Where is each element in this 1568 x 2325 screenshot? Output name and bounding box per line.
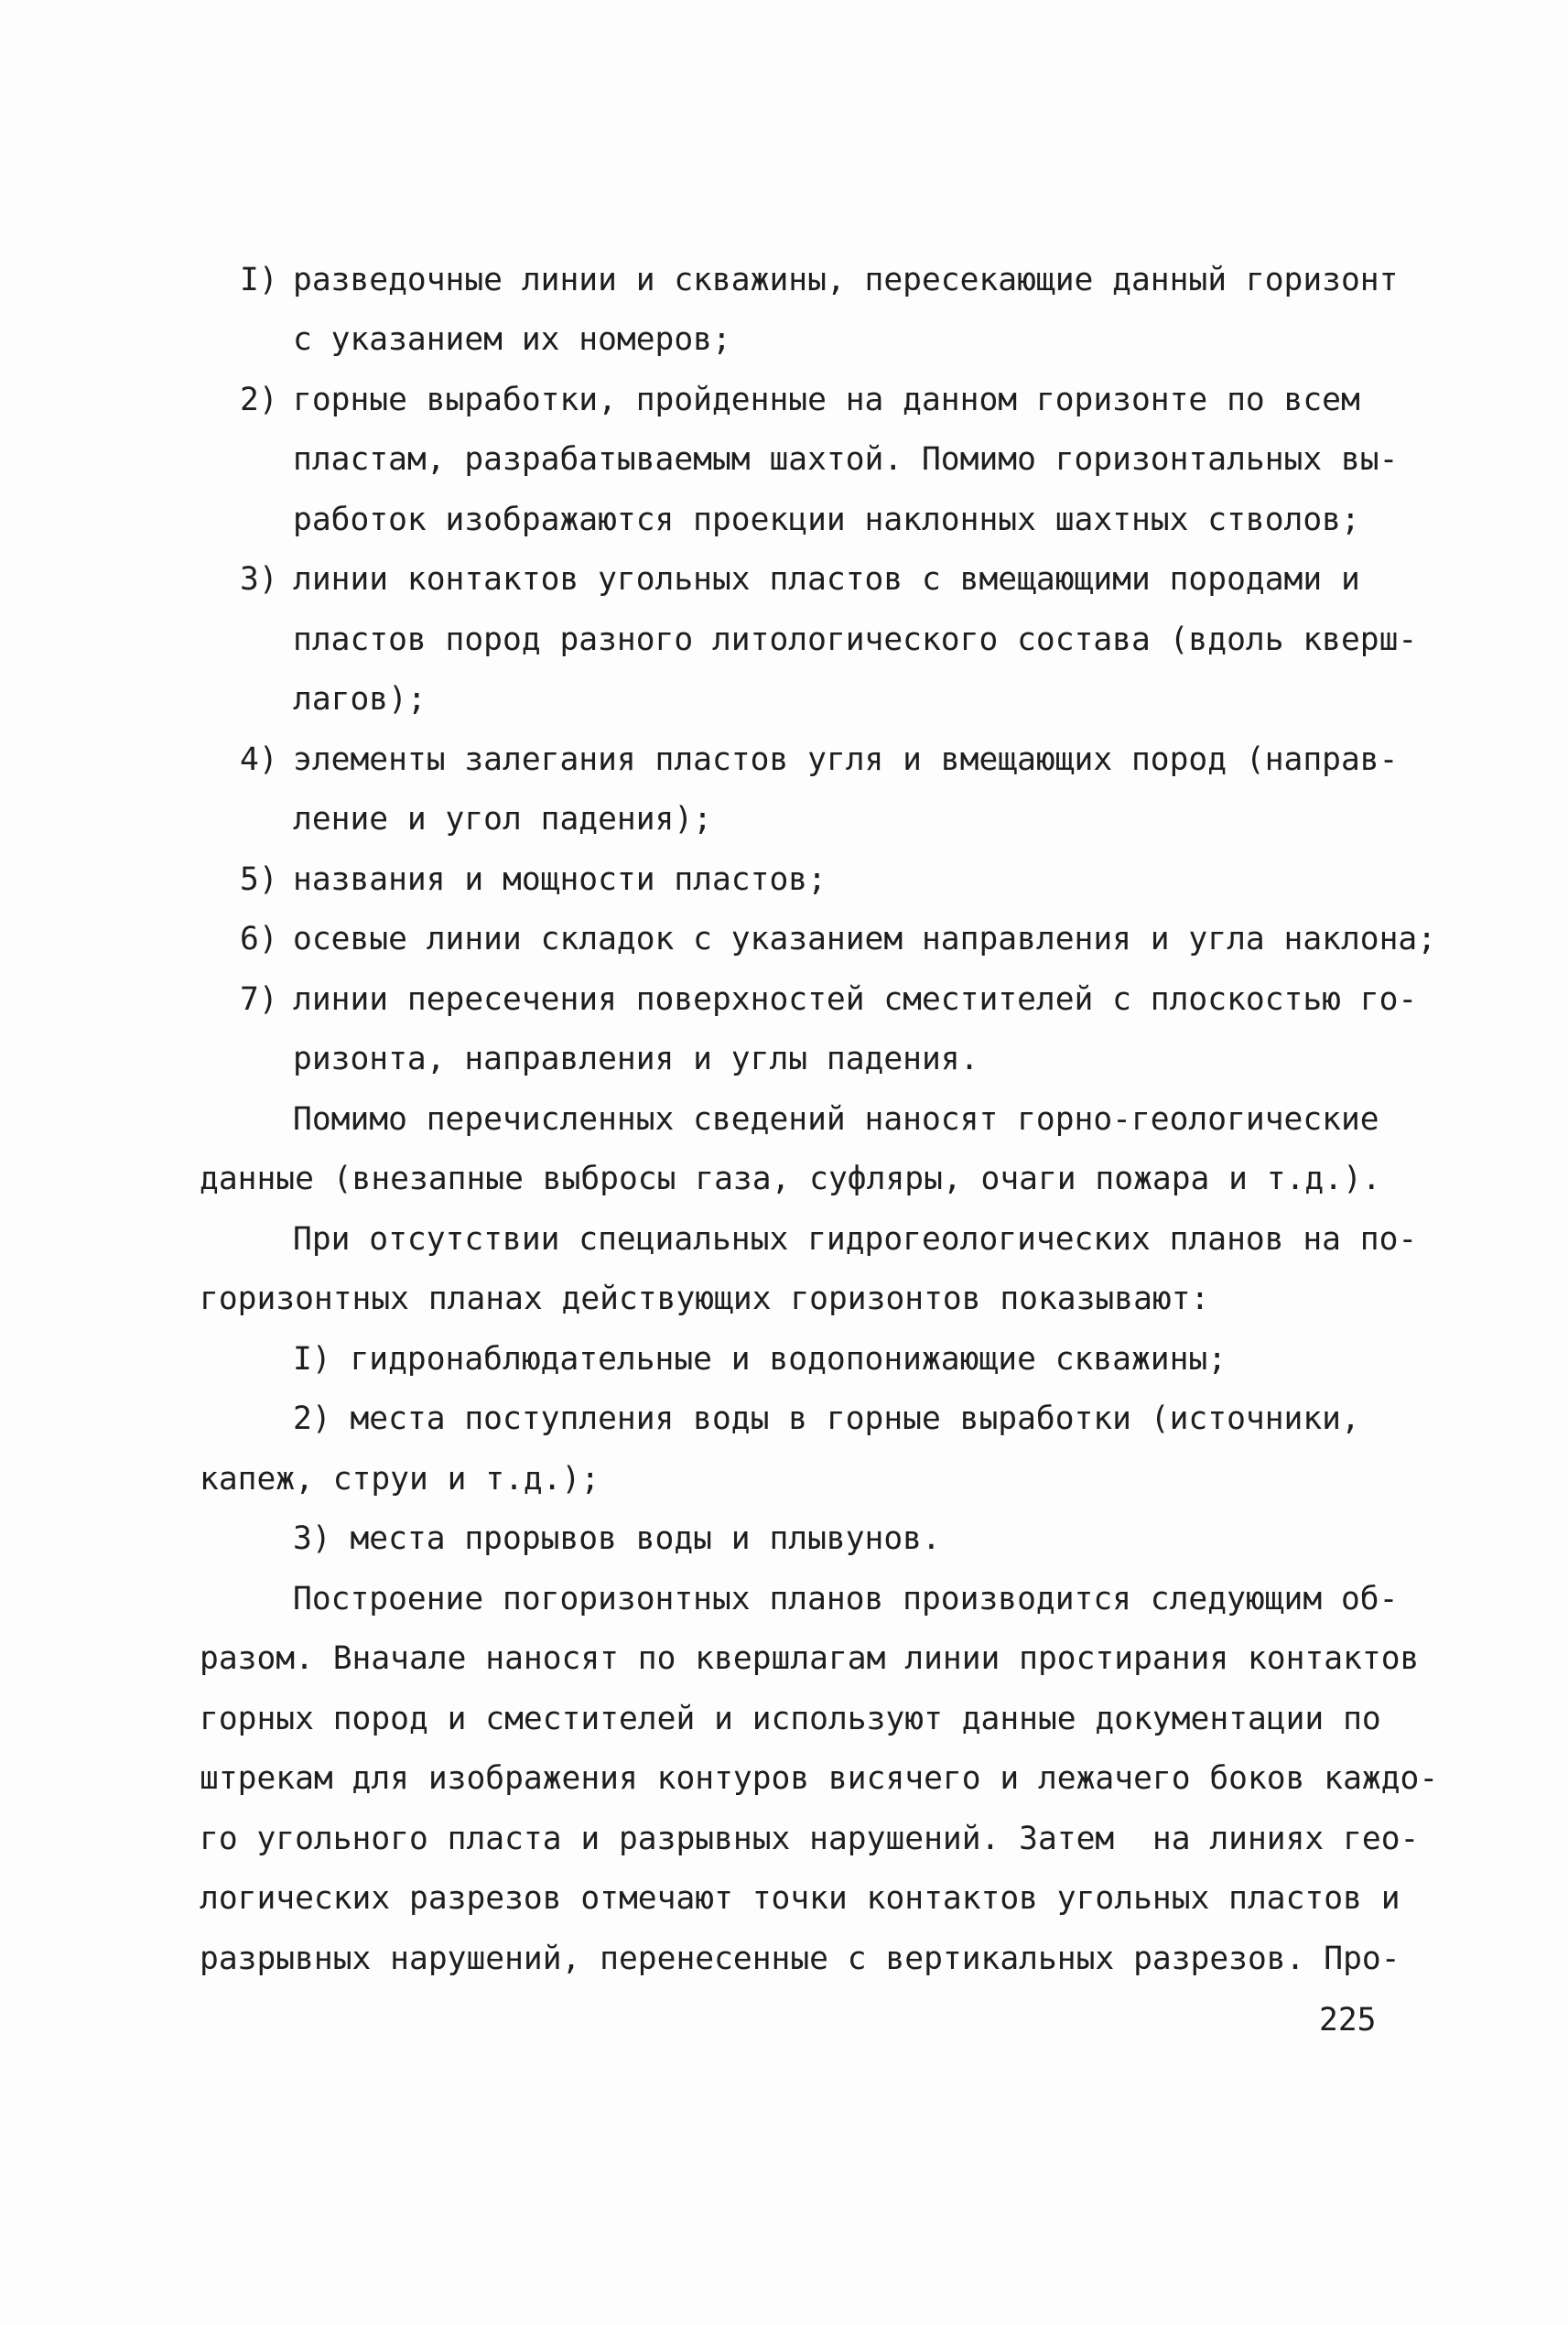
list-item-1-line-1: разведочные линии и скважины, пересекающие данный горизонт (293, 262, 1399, 298)
list-item-1-line-2: с указанием их номеров; (293, 321, 731, 358)
list-item-2-line-3: работок изображаются проекции наклонных шахтных стволов; (293, 502, 1360, 538)
list-marker-3: 3) (240, 561, 278, 598)
list-marker-7: 7) (240, 981, 278, 1018)
list-item-4-line-2: ление и угол падения); (293, 801, 712, 838)
list-marker-5: 5) (240, 861, 278, 898)
list-item-2-line-2: пластам, разрабатываемым шахтой. Помимо горизонтальных вы- (293, 441, 1399, 478)
paragraph-1-line-1: Помимо перечисленных сведений наносят горно-геологические (293, 1101, 1379, 1138)
sub-item-3: 3) места прорывов воды и плывунов. (293, 1520, 941, 1557)
list-item-4-line-1: элементы залегания пластов угля и вмещающих пород (направ- (293, 741, 1399, 778)
list-item-7-line-1: линии пересечения поверхностей сместителей с плоскостью го- (293, 981, 1418, 1018)
paragraph-2-line-2: горизонтных планах действующих горизонтов показывают: (200, 1281, 1210, 1317)
list-item-5-line-1: названия и мощности пластов; (293, 861, 827, 898)
list-marker-6: 6) (240, 921, 278, 957)
paragraph-3-line-4: штрекам для изображения контуров висячего и лежачего боков каждо- (200, 1760, 1439, 1797)
paragraph-2-line-1: При отсутствии специальных гидрогеологических планов на по- (293, 1221, 1418, 1258)
page-number: 225 (1319, 2002, 1377, 2038)
sub-item-1: I) гидронаблюдательные и водопонижающие скважины; (293, 1341, 1227, 1378)
list-item-7-line-2: ризонта, направления и углы падения. (293, 1041, 979, 1077)
sub-item-2-line-2: капеж, струи и т.д.); (200, 1461, 600, 1498)
paragraph-3-line-7: разрывных нарушений, перенесенные с вертикальных разрезов. Про- (200, 1941, 1400, 1977)
list-marker-4: 4) (240, 741, 278, 778)
list-item-2-line-1: горные выработки, пройденные на данном горизонте по всем (293, 382, 1360, 418)
paragraph-3-line-2: разом. Вначале наносят по квершлагам линии простирания контактов (200, 1640, 1420, 1677)
paragraph-3-line-1: Построение погоризонтных планов производится следующим об- (293, 1581, 1399, 1617)
sub-item-2-line-1: 2) места поступления воды в горные выработки (источники, (293, 1400, 1360, 1437)
paragraph-3-line-3: горных пород и сместителей и используют данные документации по (200, 1701, 1381, 1737)
list-item-3-line-3: лагов); (293, 681, 427, 718)
list-item-6-line-1: осевые линии складок с указанием направления и угла наклона; (293, 921, 1437, 957)
paragraph-3-line-5: го угольного пласта и разрывных нарушений. Затем на линиях гео- (200, 1821, 1420, 1857)
paragraph-3-line-6: логических разрезов отмечают точки контактов угольных пластов и (200, 1880, 1400, 1917)
list-item-3-line-1: линии контактов угольных пластов с вмещающими породами и (293, 561, 1360, 598)
list-marker-1: I) (240, 262, 278, 298)
list-marker-2: 2) (240, 382, 278, 418)
list-item-3-line-2: пластов пород разного литологического состава (вдоль кверш- (293, 622, 1418, 658)
paragraph-1-line-2: данные (внезапные выбросы газа, суфляры, очаги пожара и т.д.). (200, 1161, 1381, 1197)
